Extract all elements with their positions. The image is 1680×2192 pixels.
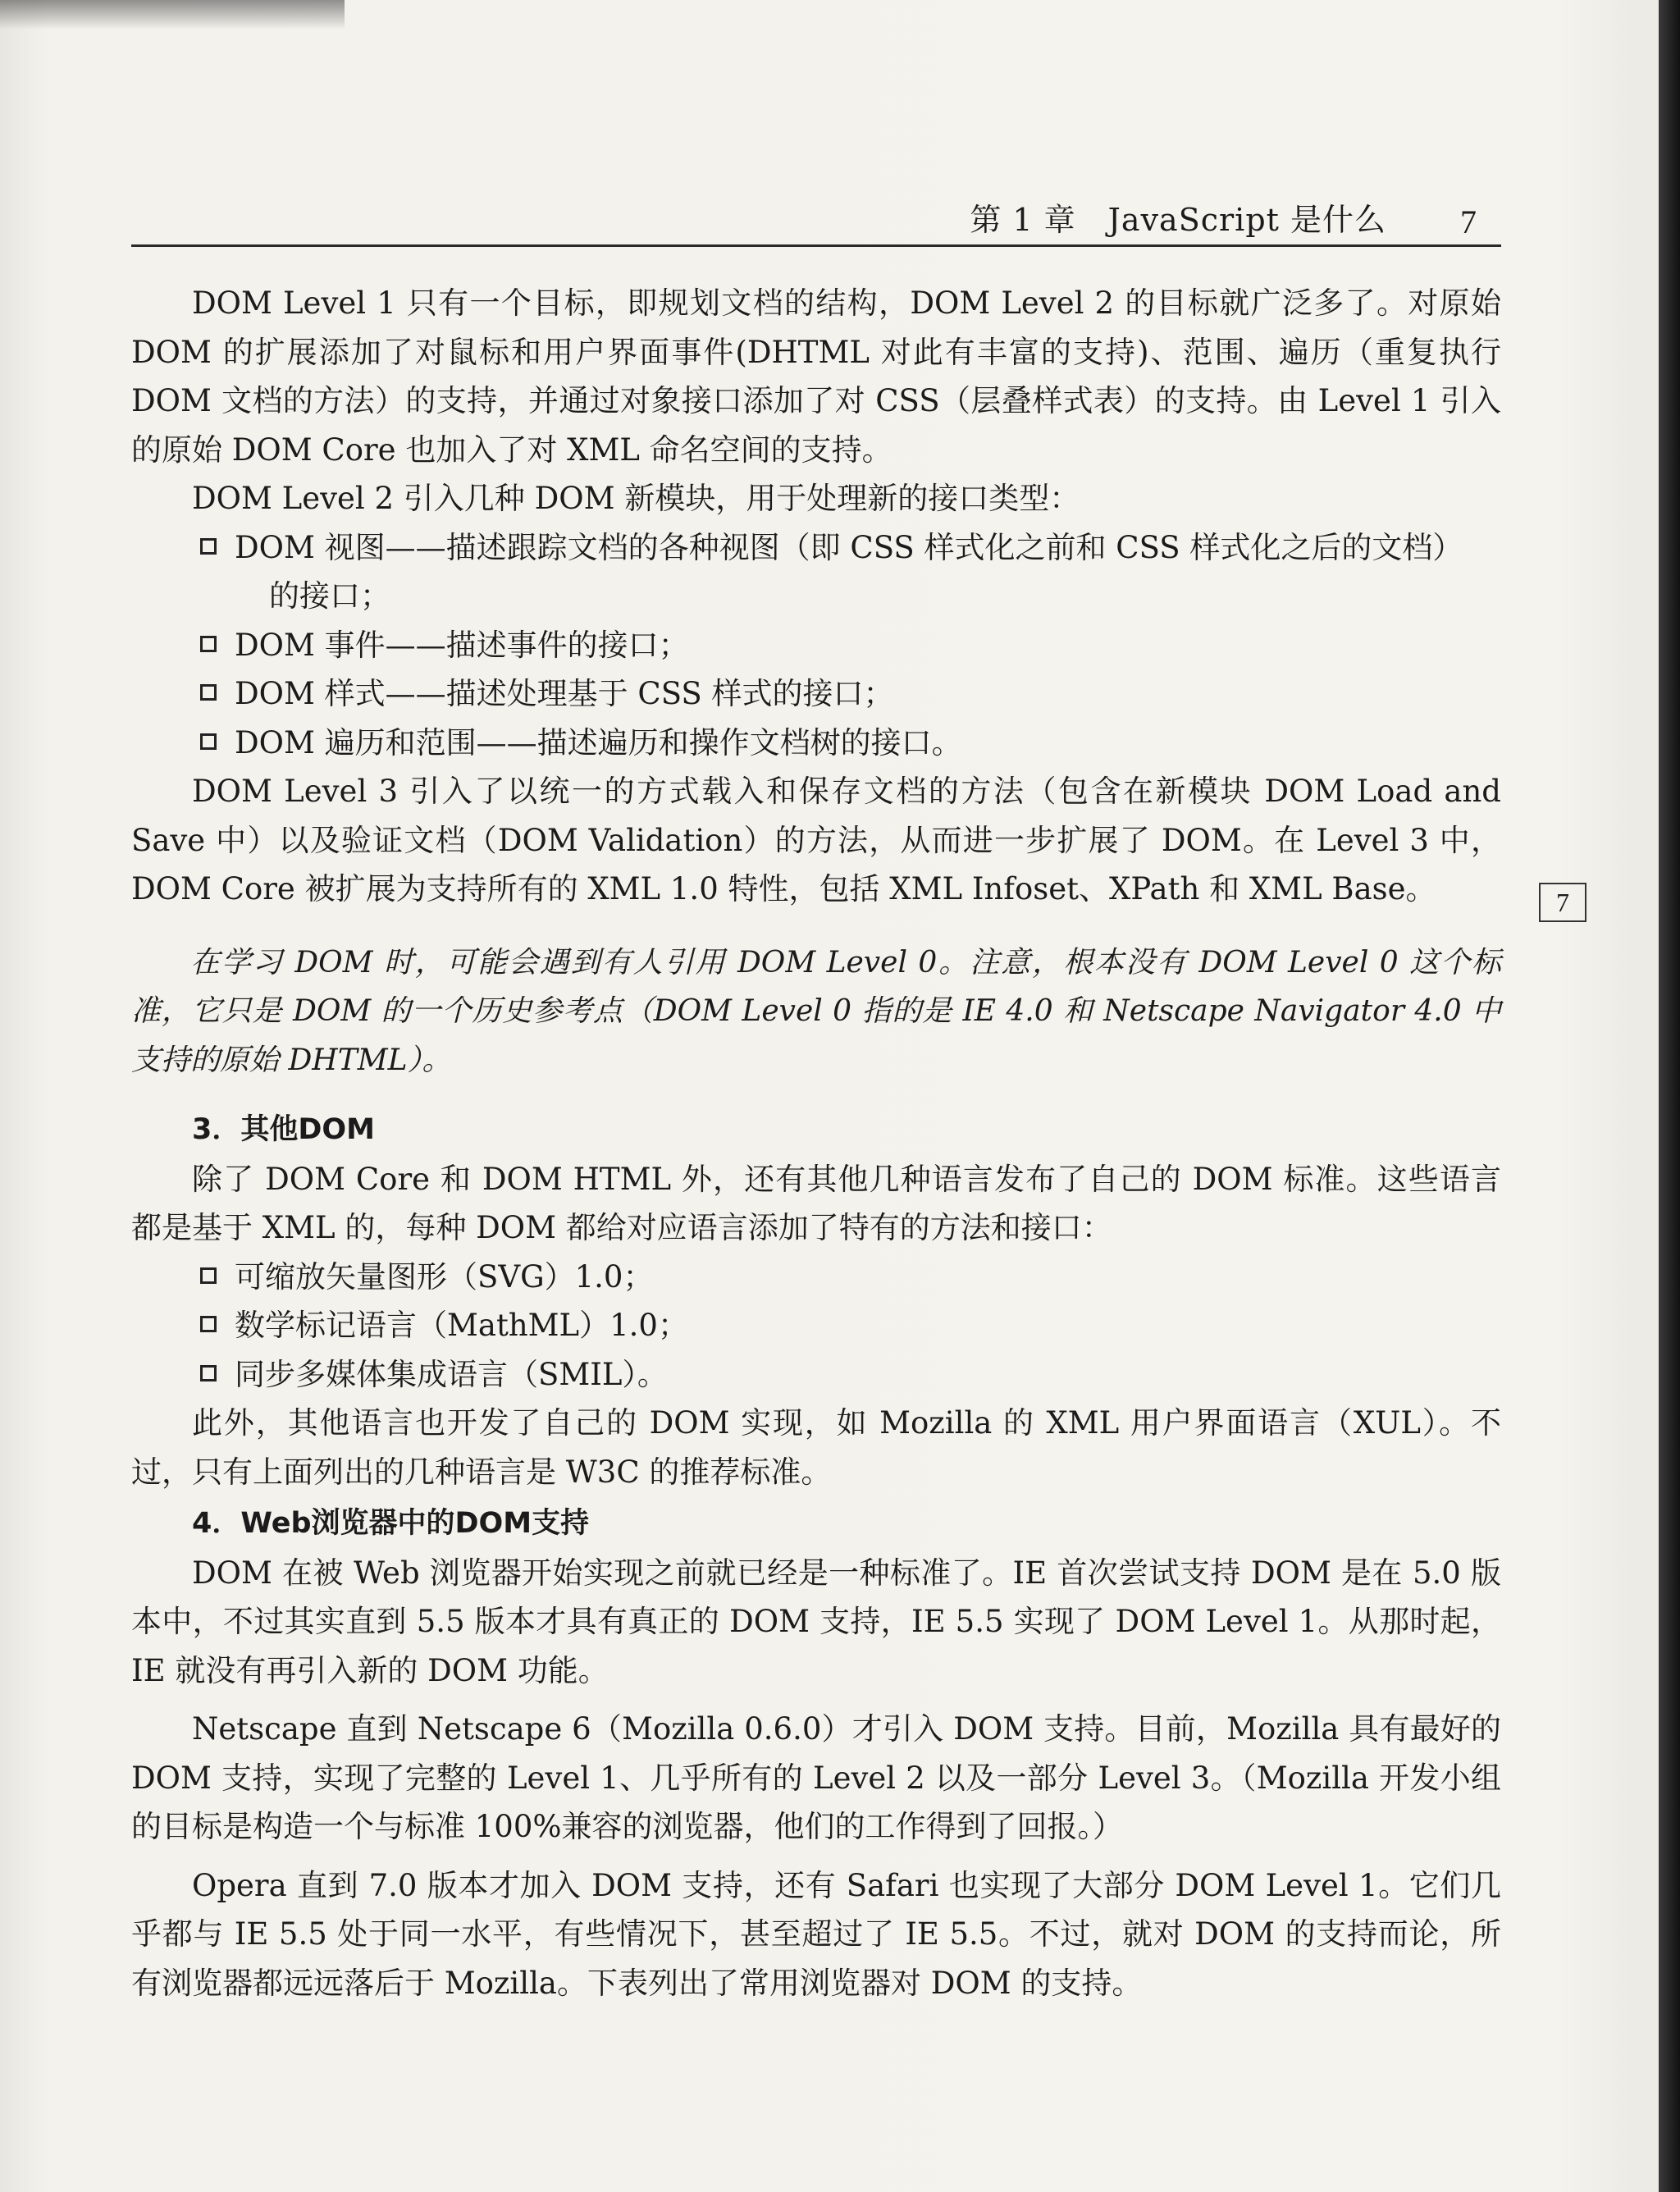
paragraph: DOM Level 3 引入了以统一的方式载入和保存文档的方法（包含在新模块 DOM Load and Save 中）以及验证文档（DOM Validation）的方法，从而进一步扩展了 DOM。在 Level 3 中，DOM Core 被扩展为支持所有的 XML 1.0 特性，包括 XML Infoset、XPath 和 XML Base。 [131,774,1501,906]
list-item [200,1350,1501,1400]
note-paragraph: 在学习 DOM 时，可能会遇到有人引用 DOM Level 0。注意，根本没有 DOM Level 0 这个标准，它只是 DOM 的一个历史参考点（DOM Level 0 指的是 IE 4.0 和 Netscape Navigator 4.0 中支持的原始 DHTML）。 [131,945,1501,1077]
list-item-text: DOM 样式——描述处理基于 CSS 样式的接口； [235,676,894,711]
checkbox-bullet-icon [200,733,217,750]
list-item-text: 同步多媒体集成语言（SMIL）。 [235,1356,668,1392]
checkbox-bullet-icon [200,1365,217,1381]
paragraph: DOM Level 2 引入几种 DOM 新模块，用于处理新的接口类型： [192,481,1080,516]
dom-level2-modules-list [131,523,1501,768]
paragraph: Netscape 直到 Netscape 6（Mozilla 0.6.0）才引入 DOM 支持。目前，Mozilla 具有最好的 DOM 支持，实现了完整的 Level 1、几乎所有的 Level 2 以及一部分 Level 3。（Mozilla 开发小组的目标是构造一个与标准 100%兼容的浏览器，他们的工作得到了回报。） [131,1711,1501,1844]
scan-shadow [0,0,345,30]
section-heading: 3．其他DOM [192,1113,375,1146]
list-item [200,621,1501,670]
paragraph: 此外，其他语言也开发了自己的 DOM 实现，如 Mozilla 的 XML 用户界面语言（XUL）。不过，只有上面列出的几种语言是 W3C 的推荐标准。 [131,1405,1501,1490]
list-item-continuation: 的接口； [269,578,390,614]
list-item [200,1253,1501,1302]
list-item-text: 数学标记语言（MathML）1.0； [235,1308,688,1343]
list-item-text: DOM 事件——描述事件的接口； [235,627,689,663]
checkbox-bullet-icon [200,1316,217,1332]
list-item [200,719,1501,768]
chapter-title: 第 1 章 JavaScript 是什么 [970,202,1386,238]
paragraph: DOM 在被 Web 浏览器开始实现之前就已经是一种标准了。IE 首次尝试支持 DOM 是在 5.0 版本中，不过其实直到 5.5 版本才具有真正的 DOM 支持，IE 5.5 实现了 DOM Level 1。从那时起，IE 就没有再引入新的 DOM 功能。 [131,1555,1501,1688]
list-item-text: DOM 视图——描述跟踪文档的各种视图（即 CSS 样式化之前和 CSS 样式化之后的文档） [235,529,1463,565]
checkbox-bullet-icon [200,1267,217,1284]
running-header [131,194,1501,247]
checkbox-bullet-icon [200,684,217,701]
list-item [200,523,1501,621]
list-item-text: 可缩放矢量图形（SVG）1.0； [235,1258,654,1295]
page-number: 7 [1460,203,1477,240]
list-item-text: DOM 遍历和范围——描述遍历和操作文档树的接口。 [235,724,962,760]
page-edge [1659,0,1680,2192]
paragraph: 除了 DOM Core 和 DOM HTML 外，还有其他几种语言发布了自己的 DOM 标准。这些语言都是基于 XML 的，每种 DOM 都给对应语言添加了特有的方法和接口： [131,1161,1501,1245]
list-item [200,1301,1501,1350]
paragraph: Opera 直到 7.0 版本才加入 DOM 支持，还有 Safari 也实现了大部分 DOM Level 1。它们几乎都与 IE 5.5 处于同一水平，有些情况下，甚至超过了 IE 5.5。不过，就对 DOM 的支持而论，所有浏览器都远远落后于 Mozilla。下表列出了常用浏览器对 DOM 的支持。 [131,1867,1501,2001]
list-item [200,669,1501,719]
checkbox-bullet-icon [200,636,217,652]
margin-page-marker: 7 [1539,883,1586,922]
other-dom-list [131,1253,1501,1400]
checkbox-bullet-icon [200,538,217,555]
section-heading: 4．Web浏览器中的DOM支持 [192,1507,590,1540]
paragraph: DOM Level 1 只有一个目标，即规划文档的结构，DOM Level 2 的目标就广泛多了。对原始 DOM 的扩展添加了对鼠标和用户界面事件(DHTML 对此有丰富的支持)、范围、遍历（重复执行 DOM 文档的方法）的支持，并通过对象接口添加了对 CSS（层叠样式表）的支持。由 Level 1 引入的原始 DOM Core 也加入了对 XML 命名空间的支持。 [131,285,1501,468]
page-content [131,279,1501,2007]
